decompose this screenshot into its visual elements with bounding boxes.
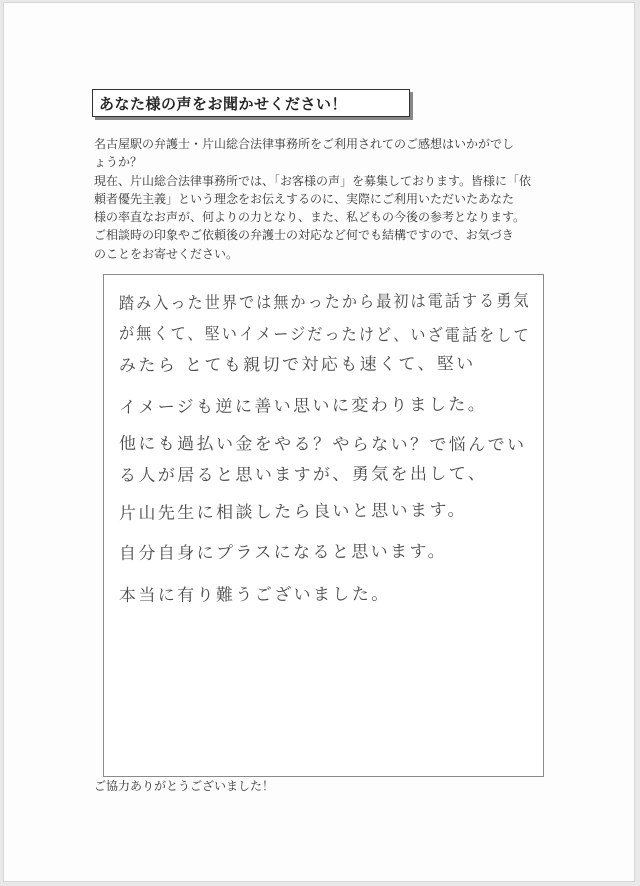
handwritten-line: 本当に有り難うございました。: [118, 584, 391, 606]
handwritten-line: 踏み入った世界では無かったから最初は電話する勇気: [118, 291, 531, 314]
handwritten-line: 片山先生に相談したら良いと思います。: [118, 500, 467, 524]
thank-you-footer: ご協力ありがとうございました！: [94, 779, 275, 793]
handwritten-line: 他にも過払い金をやる？やらない？で悩んでい: [118, 434, 527, 456]
handwritten-comment-box: [103, 274, 544, 777]
survey-page: [3, 2, 635, 882]
intro-line: 頼者優先主義」という理念をお伝えするのに、実際にご利用いただいたあなた: [94, 191, 515, 206]
intro-line: 様の率直なお声が、何よりの力となり、また、私どもの今後の参考となります。: [94, 210, 526, 225]
page-title: あなた様の声をお聞かせください！: [99, 95, 348, 113]
intro-line: 現在、片山総合法律事務所では、「お客様の声」を募集しております。皆様に「依: [94, 173, 532, 188]
intro-line: ょうか？: [94, 155, 143, 170]
handwritten-line: 自分自身にプラスになると思います。: [118, 541, 448, 564]
intro-text: [94, 135, 564, 263]
intro-line: ご相談時の印象やご依頼後の弁護士の対応など何でも結構ですので、お気づき: [94, 228, 514, 243]
title-box: [92, 89, 410, 117]
handwritten-line: が無くて、堅いイメージだったけど、いざ電話をして: [118, 324, 531, 347]
handwritten-line: イメージも逆に善い思いに変わりました。: [118, 394, 488, 418]
intro-line: のことをお寄せください。: [94, 246, 239, 261]
handwritten-line: みたら とても親切で対応も速くて、堅い: [118, 354, 476, 376]
handwritten-line: る人が居ると思いますが、勇気を出して、: [118, 464, 488, 486]
intro-line: 名古屋駅の弁護士・片山総合法律事務所をご利用されてのご感想はいかがでし: [94, 137, 515, 151]
